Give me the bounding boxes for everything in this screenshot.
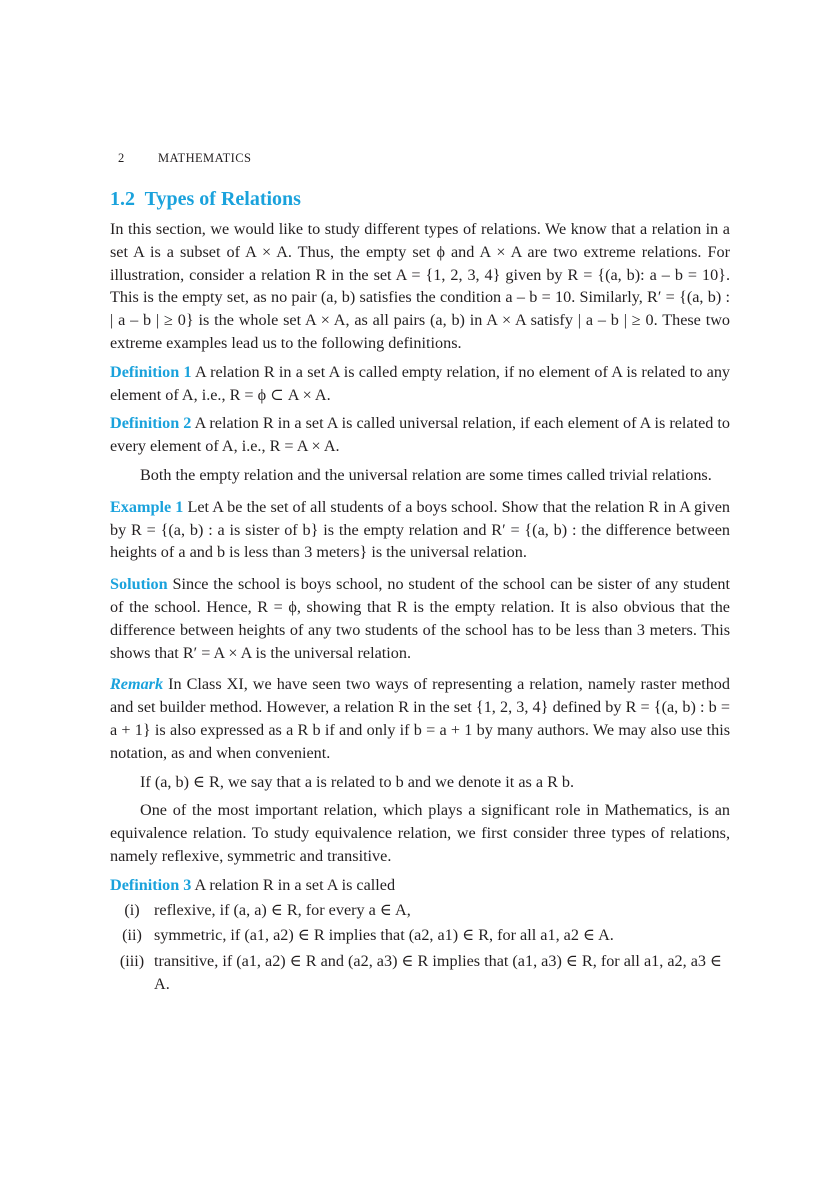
definition-2: [110, 412, 730, 458]
page-number: 2: [118, 151, 125, 165]
list-item: [110, 924, 730, 947]
list-item-number: (ii): [122, 926, 142, 945]
solution-label: Solution: [110, 575, 168, 594]
definition-3-label: Definition 3: [110, 875, 192, 894]
running-title: MATHEMATICS: [158, 151, 252, 165]
list-item: [110, 899, 730, 922]
section-heading: [110, 188, 730, 211]
definition-1-label: Definition 1: [110, 362, 192, 381]
equivalence-paragraph: One of the most important relation, which plays a significant role in Mathematics, is an equivalence relation. To study equivalence relation, we first consider three types of relations, namely reflexive, symmetric and transitive.: [110, 801, 730, 865]
solution-text: Since the school is boys school, no student of the school can be sister of any student of the school. Hence, R = ϕ, showing that R is the empty relation. It is also obvious that the difference between heights of any two students of the school has to be less than 3 meters. This shows that R′ = A × A is the universal relation.: [110, 575, 730, 662]
page-content: [110, 188, 730, 999]
definition-2-label: Definition 2: [110, 414, 192, 433]
relation-types-list: [110, 899, 730, 996]
definition-2-text: A relation R in a set A is called universal relation, if each element of A is related to every element of A, i.e., R = A × A.: [110, 414, 730, 456]
example-1-label: Example 1: [110, 497, 184, 516]
list-item-text: reflexive, if (a, a) ∈ R, for every a ∈ A,: [154, 900, 411, 919]
remark-text: In Class XI, we have seen two ways of representing a relation, namely raster method and set builder method. However, a relation R in the set {1, 2, 3, 4} defined by R = {(a, b) : b = a + 1} is also expressed as a R b if and only if b = a + 1 by many authors. We may also use this notation, as and when convenient.: [110, 675, 730, 762]
remark-label: Remark: [110, 675, 164, 694]
definition-1: [110, 361, 730, 407]
list-item-text: symmetric, if (a1, a2) ∈ R implies that (a2, a1) ∈ R, for all a1, a2 ∈ A.: [154, 926, 614, 945]
trivial-paragraph: Both the empty relation and the universal relation are some times called trivial relations.: [140, 465, 712, 484]
intro-paragraph: In this section, we would like to study different types of relations. We know that a relation in a set A is a subset of A × A. Thus, the empty set ϕ and A × A are two extreme relations. For illustration, consider a relation R in the set A = {1, 2, 3, 4} given by R = {(a, b): a – b = 10}. This is the empty set, as no pair (a, b) satisfies the condition a – b = 10. Similarly, R′ = {(a, b) : | a – b | ≥ 0} is the whole set A × A, as all pairs (a, b) in A × A satisfy | a – b | ≥ 0. These two extreme examples lead us to the following definitions.: [110, 220, 730, 352]
solution: [110, 573, 730, 664]
example-1-text: Let A be the set of all students of a boys school. Show that the relation R in A given by R = {(a, b) : a is sister of b} is the empty relation and R′ = {(a, b) : the difference between heights of a and b is less than 3 meters} is the universal relation.: [110, 497, 731, 562]
list-item-number: (i): [124, 900, 140, 919]
section-number: 1.2: [110, 188, 135, 210]
section-title: Types of Relations: [144, 188, 301, 210]
definition-1-text: A relation R in a set A is called empty relation, if no element of A is related to any element of A, i.e., R = ϕ ⊂ A × A.: [110, 362, 731, 404]
list-item-text: transitive, if (a1, a2) ∈ R and (a2, a3) ∈ R implies that (a1, a3) ∈ R, for all a1, a2, a3 ∈ A.: [154, 952, 723, 993]
list-item-number: (iii): [119, 952, 145, 971]
definition-3: [110, 874, 730, 897]
definition-3-text: A relation R in a set A is called: [194, 875, 396, 894]
related-paragraph: If (a, b) ∈ R, we say that a is related to b and we denote it as a R b.: [140, 772, 575, 791]
running-header: [118, 151, 251, 166]
example-1: [110, 496, 730, 564]
list-item: [110, 950, 730, 996]
remark: [110, 673, 730, 764]
